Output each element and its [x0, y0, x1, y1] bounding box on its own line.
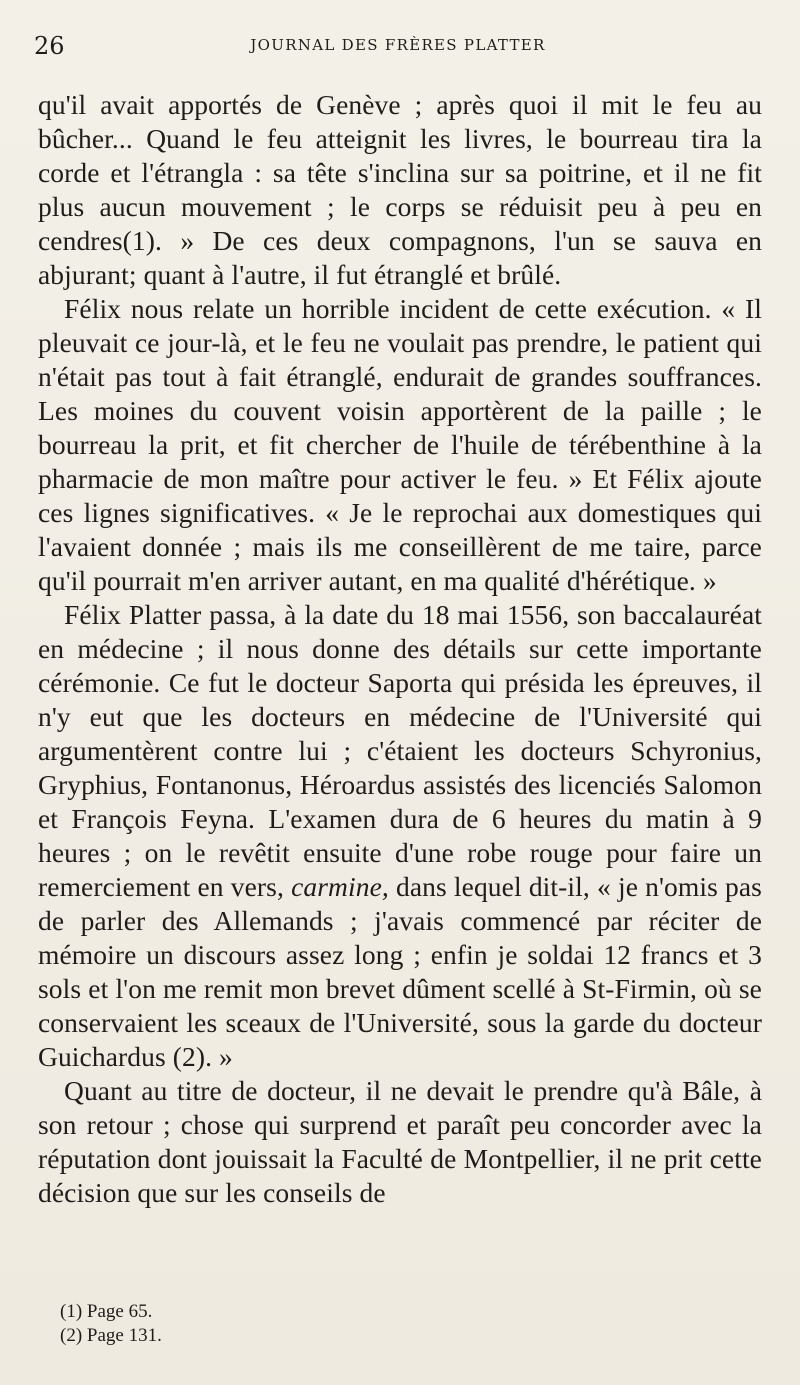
paragraph-4: Quant au titre de docteur, il ne devait le prendre qu'à Bâle, à son retour ; chose qui surprend et paraît peu concorder avec la réputation dont jouissait la Faculté de Montpellier, il ne prit cette décision que sur les conseils de	[38, 1075, 762, 1208]
running-title: JOURNAL DES FRÈRES PLATTER	[250, 36, 546, 54]
paragraph-3	[38, 598, 762, 1074]
footnote-2: (2) Page 131.	[60, 1325, 162, 1346]
paragraph-3-italic-word: carmine,	[291, 871, 389, 902]
footnotes	[60, 1300, 162, 1348]
paragraph-3-text-after: dans lequel dit-il, « je n'omis pas de parler des Allemands ; j'avais commencé par réciter de mémoire un discours assez long ; enfin je soldai 12 francs et 3 sols et l'on me remit mon brevet dûment scellé à St-Firmin, où se conservaient les sceaux de l'Université, sous la garde du docteur Guichardus (2). »	[38, 871, 762, 1072]
page-number: 26	[34, 32, 65, 60]
paragraph-1: qu'il avait apportés de Genève ; après quoi il mit le feu au bûcher... Quand le feu atteignit les livres, le bourreau tira la corde et l'étrangla : sa tête s'inclina sur sa poitrine, et il ne fit plus aucun mouvement ; le corps se réduisit peu à peu en cendres(1). » De ces deux compagnons, l'un se sauva en abjurant; quant à l'autre, il fut étranglé et brûlé.	[38, 89, 762, 290]
paragraph-3-text-before: Félix Platter passa, à la date du 18 mai 1556, son baccalauréat en médecine ; il nous donne des détails sur cette importante cérémonie. Ce fut le docteur Saporta qui présida les épreuves, il n'y eut que les docteurs en médecine de l'Université qui argumentèrent contre lui ; c'étaient les docteurs Schyronius, Gryphius, Fontanonus, Héroardus assistés des licenciés Salomon et François Feyna. L'examen dura de 6 heures du matin à 9 heures ; on le revêtit ensuite d'une robe rouge pour faire un remerciement en vers,	[38, 599, 762, 902]
footnote-1: (1) Page 65.	[60, 1301, 153, 1322]
main-text	[38, 88, 762, 1210]
paragraph-2: Félix nous relate un horrible incident de cette exécution. « Il pleuvait ce jour-là, et le feu ne voulait pas prendre, le patient qui n'était pas tout à fait étranglé, endurait de grandes souffrances. Les moines du couvent voisin apportèrent de la paille ; le bourreau la prit, et fit chercher de l'huile de térébenthine à la pharmacie de mon maître pour activer le feu. » Et Félix ajoute ces lignes significatives. « Je le reprochai aux domestiques qui l'avaient donnée ; mais ils me conseillèrent de me taire, parce qu'il pourrait m'en arriver autant, en ma qualité d'hérétique. »	[38, 293, 762, 596]
page-header	[34, 28, 762, 62]
